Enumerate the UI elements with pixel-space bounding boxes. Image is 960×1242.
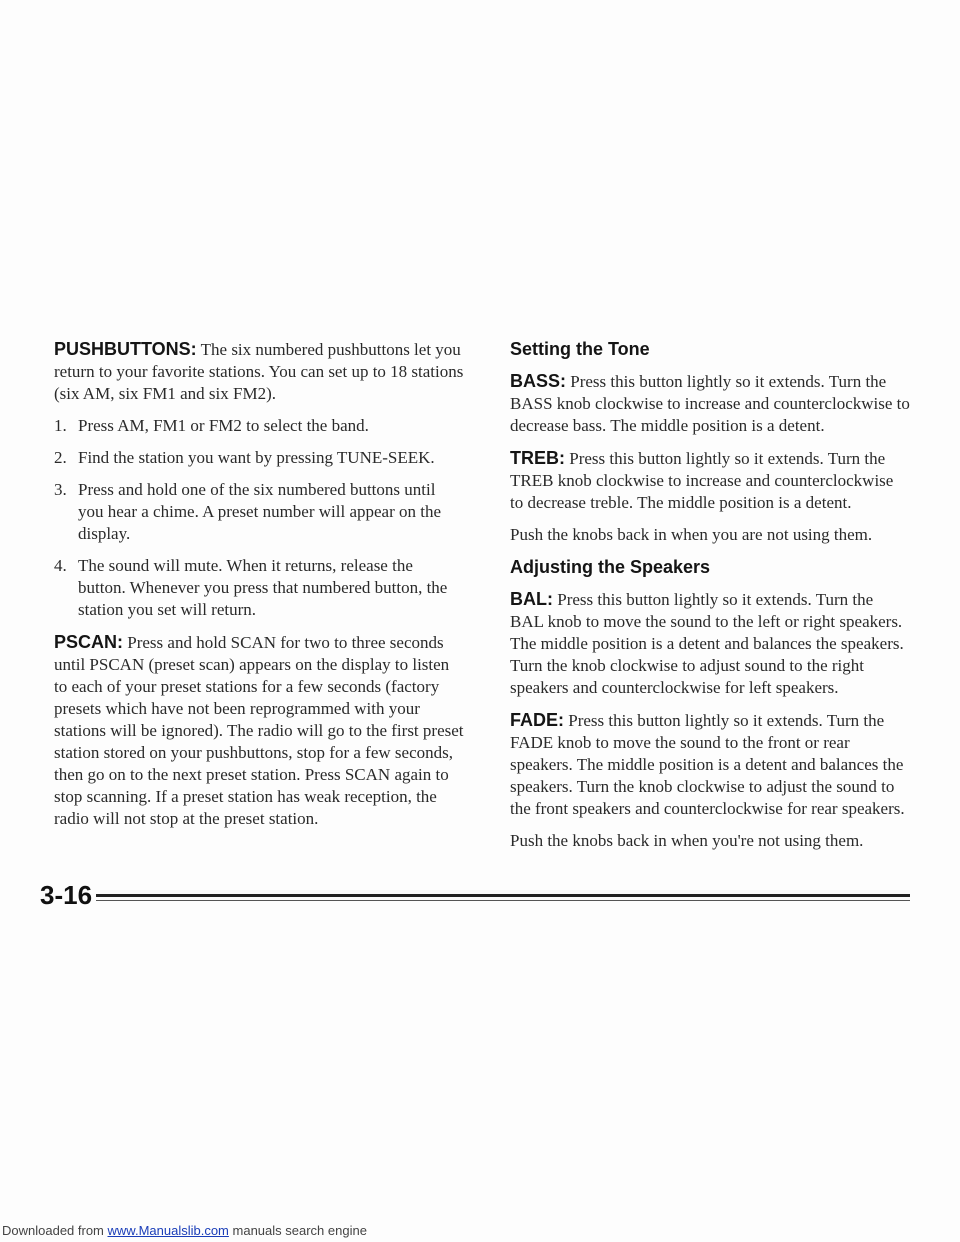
treb-paragraph: [510, 447, 910, 514]
step-text: The sound will mute. When it returns, release the button. Whenever you press that numbered button, the station you set will return.: [78, 556, 448, 619]
fade-paragraph: [510, 709, 910, 820]
footer-rule-thin: [96, 900, 910, 901]
step-number: 1.: [54, 416, 67, 435]
push-knobs-note-2: Push the knobs back in when you're not using them.: [510, 831, 864, 850]
list-item: [54, 555, 464, 621]
step-text: Find the station you want by pressing TUNE-SEEK.: [78, 448, 435, 467]
pushbuttons-term: PUSHBUTTONS:: [54, 339, 197, 359]
page-number: 3-16: [40, 880, 93, 910]
pscan-paragraph: [54, 631, 464, 830]
list-item: [54, 479, 464, 545]
manualslib-link[interactable]: www.Manualslib.com: [107, 1223, 229, 1238]
fade-term: FADE:: [510, 710, 564, 730]
download-credit: [0, 1222, 960, 1240]
step-number: 2.: [54, 448, 67, 467]
pscan-term: PSCAN:: [54, 632, 124, 652]
preset-steps-list: [54, 415, 464, 621]
tone-heading: Setting the Tone: [510, 339, 650, 359]
speakers-heading: Adjusting the Speakers: [510, 557, 711, 577]
step-number: 4.: [54, 556, 67, 575]
bal-text: Press this button lightly so it extends. Turn the BAL knob to move the sound to the left or right speakers. The middle position is a detent and balances the speakers. Turn the knob clockwise to adjust sound to the right speakers and counterclockwise for left speakers.: [510, 590, 904, 697]
right-column: [510, 338, 910, 862]
bass-term: BASS:: [510, 371, 567, 391]
pushbuttons-paragraph: [54, 338, 464, 405]
step-number: 3.: [54, 480, 67, 499]
bal-term: BAL:: [510, 589, 553, 609]
pushbuttons-text: The six numbered pushbuttons let you return to your favorite stations. You can set up to 18 stations (six AM, six FM1 and six FM2).: [54, 340, 464, 403]
bass-paragraph: [510, 370, 910, 437]
fade-text: Press this button lightly so it extends. Turn the FADE knob to move the sound to the front or rear speakers. The middle position is a detent and balances the speakers. Turn the knob clockwise to adjust the sound to the front speakers and counterclockwise for rear speakers.: [510, 711, 905, 818]
treb-term: TREB:: [510, 448, 565, 468]
list-item: [54, 447, 464, 469]
step-text: Press and hold one of the six numbered buttons until you hear a chime. A preset number will appear on the display.: [78, 480, 442, 543]
credit-suffix: manuals search engine: [232, 1223, 367, 1238]
list-item: [54, 415, 464, 437]
step-text: Press AM, FM1 or FM2 to select the band.: [78, 416, 369, 435]
footer-rule-thick: [96, 894, 910, 897]
treb-text: Press this button lightly so it extends. Turn the TREB knob clockwise to increase and counterclockwise to decrease treble. The middle position is a detent.: [510, 449, 894, 512]
bal-paragraph: [510, 588, 910, 699]
left-column: [54, 338, 464, 840]
credit-prefix: Downloaded from: [2, 1223, 104, 1238]
page-footer: [40, 880, 910, 920]
bass-text: Press this button lightly so it extends. Turn the BASS knob clockwise to increase and counterclockwise to decrease bass. The middle position is a detent.: [510, 372, 910, 435]
push-knobs-note: Push the knobs back in when you are not using them.: [510, 525, 873, 544]
pscan-text: Press and hold SCAN for two to three seconds until PSCAN (preset scan) appears on the display to listen to each of your preset stations for a few seconds (factory presets which have not been reprogrammed with your stations will be ignored). The radio will go to the first preset station stored on your pushbuttons, stop for a few seconds, then go on to the next preset station. Press SCAN again to stop scanning. If a preset station has weak reception, the radio will not stop at the preset station.: [54, 633, 464, 828]
